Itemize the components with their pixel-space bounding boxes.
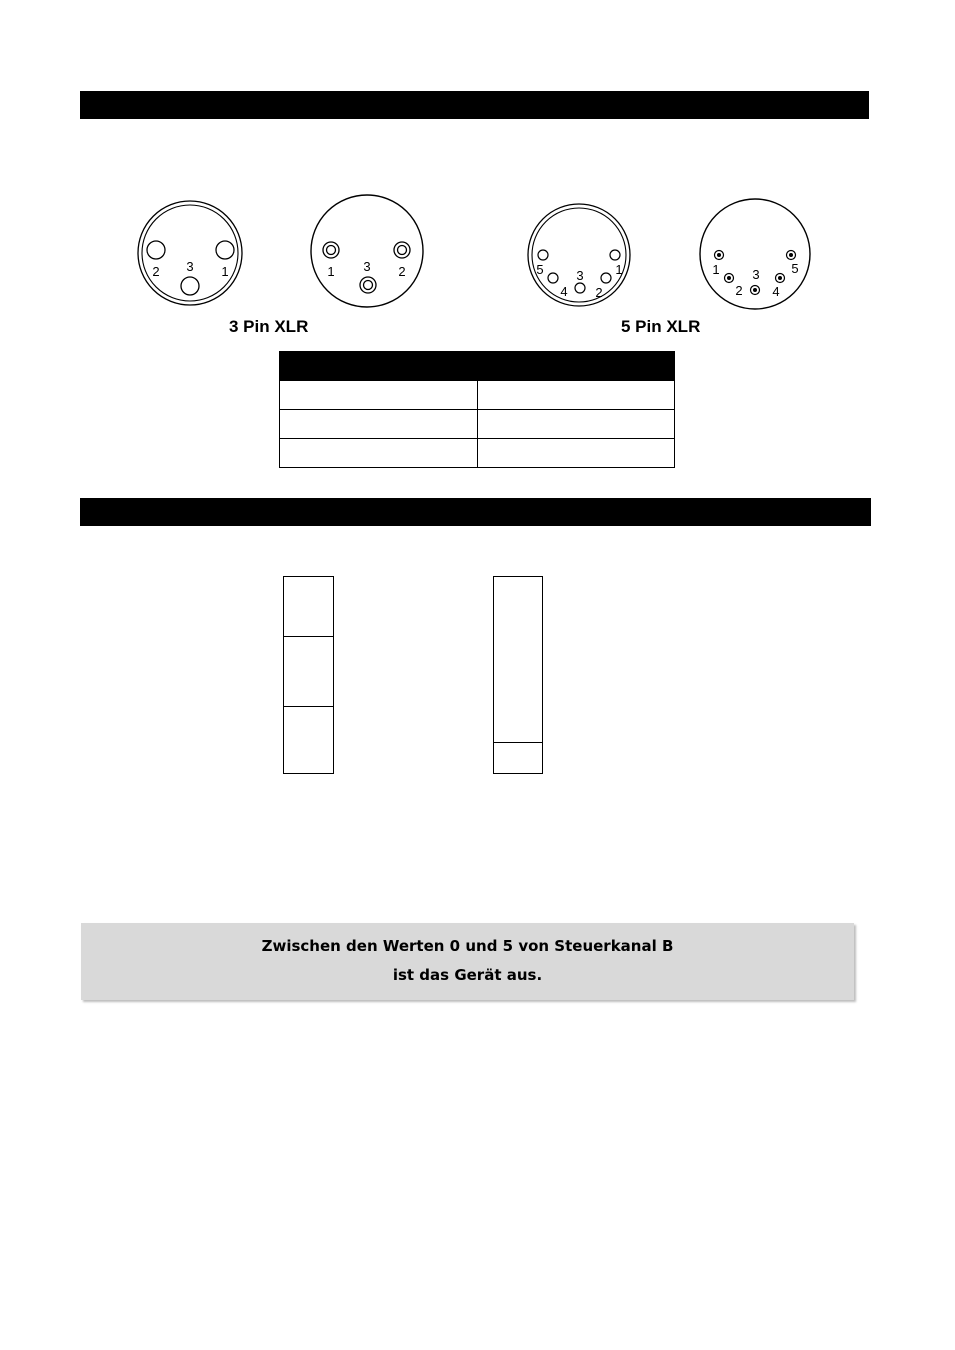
pin-label: 5 — [536, 262, 544, 277]
pin-label: 3 — [363, 259, 371, 274]
pin-label: 1 — [327, 264, 335, 279]
section-header-bar-channels — [80, 498, 871, 526]
xlr5-male-connector — [699, 198, 813, 317]
pin-label: 2 — [595, 285, 603, 300]
table-cell — [477, 410, 675, 439]
pin-label: 1 — [615, 262, 623, 277]
table-header-row — [280, 352, 675, 381]
value-range-divider — [284, 706, 333, 707]
pin-label: 5 — [791, 261, 799, 276]
pin-label: 3 — [186, 259, 194, 274]
xlr3-male-connector — [309, 193, 427, 316]
xlr3-female-connector — [137, 200, 247, 315]
pin-label: 2 — [735, 283, 743, 298]
pin-label: 1 — [221, 264, 229, 279]
pin-assignment-table — [279, 351, 675, 468]
table-cell — [477, 381, 675, 410]
table-cell — [477, 439, 675, 468]
table-header-cell — [280, 352, 675, 381]
value-range-divider — [284, 636, 333, 637]
pin-label: 4 — [560, 284, 568, 299]
note-line-1: Zwischen den Werten 0 und 5 von Steuerkanal B — [261, 937, 674, 955]
xlr3-label: 3 Pin XLR — [229, 317, 309, 336]
table-cell — [280, 381, 478, 410]
pin-label: 3 — [752, 267, 760, 282]
value-range-divider — [494, 742, 542, 743]
table-cell — [280, 439, 478, 468]
xlr5-label: 5 Pin XLR — [621, 317, 701, 336]
xlr5-female-connector — [526, 203, 634, 316]
table-cell — [280, 410, 478, 439]
note-box — [81, 923, 854, 1000]
pin-label: 3 — [576, 268, 584, 283]
table-row — [280, 410, 675, 439]
pin-label: 2 — [152, 264, 160, 279]
table-row — [280, 381, 675, 410]
channel-b-value-column — [493, 576, 543, 774]
channel-a-value-column — [283, 576, 334, 774]
table-row — [280, 439, 675, 468]
section-header-bar-connection — [80, 91, 869, 119]
pin-label: 4 — [772, 284, 780, 299]
pin-label: 2 — [398, 264, 406, 279]
pin-label: 1 — [712, 262, 720, 277]
note-line-2: ist das Gerät aus. — [392, 966, 543, 984]
